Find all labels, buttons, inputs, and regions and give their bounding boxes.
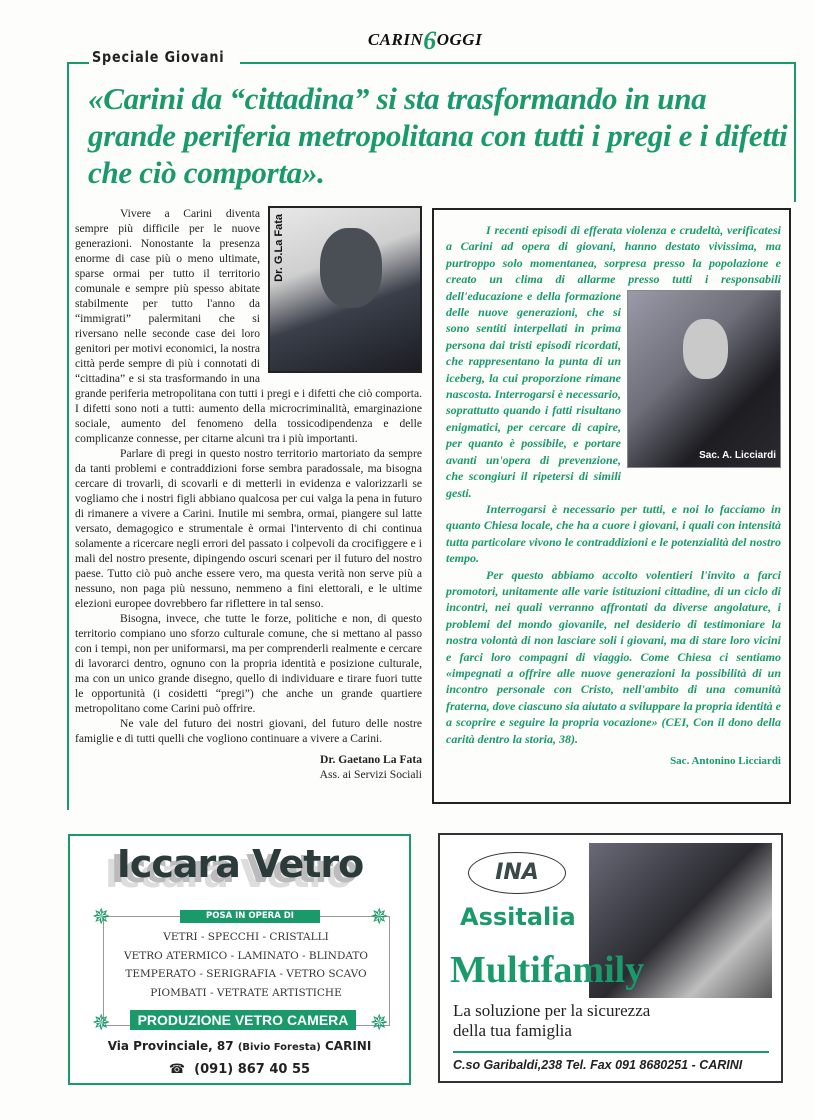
author-photo	[627, 290, 781, 468]
divider	[453, 1051, 769, 1053]
ad-ina-assitalia[interactable]	[438, 833, 783, 1083]
pinwheel-icon: ✵	[370, 1010, 389, 1035]
pinwheel-icon: ✵	[92, 904, 111, 929]
magazine-logo	[360, 22, 490, 55]
ad-address	[70, 1039, 409, 1053]
service-line: VETRO ATERMICO - LAMINATO - BLINDATO	[124, 949, 368, 962]
author-photo	[268, 206, 422, 373]
ad-brand: Assitalia	[460, 903, 576, 931]
service-line: VETRI - SPECCHI - CRISTALLI	[163, 931, 329, 943]
ad-iccara-vetro[interactable]	[68, 834, 411, 1085]
service-line: TEMPERATO - SERIGRAFIA - VETRO SCAVO	[125, 968, 367, 980]
paragraph: Ne vale del futuro dei nostri giovani, del futuro delle nostre famiglie e di tutti quelli che vogliono continuare a vivere a Carini.	[75, 717, 422, 745]
photo-caption: Dr. G.La Fata	[273, 214, 285, 282]
section-label: Speciale Giovani	[92, 48, 225, 66]
frame-line	[67, 62, 89, 64]
ad-banner: POSA IN OPERA DI	[180, 910, 320, 923]
headline: «Carini da “cittadina” si sta trasformando in una grande periferia metropolitana con tutti i pregi e i difetti che ciò comporta».	[88, 81, 788, 190]
telephone-icon: ☎	[168, 1062, 186, 1077]
paragraph: Interrogarsi è necessario per tutti, e noi lo facciamo in quanto Chiesa locale, che ha a cuore i giovani, i quali con intensità tutta particolare vivono le contraddizioni e le potenzialità del nostro tempo.	[446, 501, 781, 566]
service-line: PIOMBATI - VETRATE ARTISTICHE	[150, 986, 342, 999]
photo-caption: Sac. A. Licciardi	[699, 449, 776, 461]
pinwheel-icon: ✵	[370, 904, 389, 929]
address-note: (Bivio Foresta)	[237, 1042, 321, 1053]
address-city: CARINI	[324, 1039, 372, 1053]
ad-address: C.so Garibaldi,238 Tel. Fax 091 8680251 - CARINI	[453, 1058, 743, 1072]
portrait	[683, 319, 728, 379]
paragraph: Bisogna, invece, che tutte le forze, politiche e non, di questo territorio compiano uno sforzo culturale comune, che si mettano al passo con i tempi, non per uniformarsi, ma per comprenderli realmente e cercare di lavorarci dentro, ognuno con la propria identità e posizione culturale, ma con un unico grande disegno, quello di individuare e tirare fuori tutte le opportunità (i cosidetti “pregi”) che anche un grande quartiere metropolitano come Carini può offrire.	[75, 612, 422, 715]
frame-line	[240, 62, 796, 64]
paragraph: Per questo abbiamo accolto volentieri l'invito a farci promotori, unitamente alle varie istituzioni cittadine, di un ciclo di incontri, nei quali verranno affrontati da diverse angolature, i problemi del mondo giovanile, nel desiderio di testimoniare la nostra volontà di non lasciare soli i giovani, ma di stare loro vicini e farci loro compagni di viaggio. Come Chiesa ci sentiamo «impegnati a offrire alle nuove generazioni la possibilità di un incontro personale con Cristo, nell'ambito di una comunità fraterna, dove ciascuno sia aiutato a sviluppare la propria identità e a scoprire e seguire la propria vocazione» (CEI, Con il dono della carità dentro la storia, 38).	[446, 567, 782, 746]
right-article	[432, 208, 791, 804]
ad-brand: Iccara Vetro	[116, 842, 364, 886]
services-list	[106, 928, 386, 1002]
address-street: Via Provinciale, 87	[107, 1039, 234, 1053]
paragraph: Parlare di pregi in questo nostro territorio martoriato da sempre da tanti problemi e contraddizioni forse sembra paradossale, ma bisogna cercare di trovarli, di scovarli e di metterli in evidenza e valorizzarli se vogliamo che i nostri figli abbiano qualcosa per cui valga la pena in futuro di rimanere a vivere a Carini. Inutile mi sembra, ormai, piangere sul latte versato, demagogico e strumentale è ormai l'intervento di chi continua solamente a ricercare negli errori del passato i colpevoli da crocifiggere e i mali del nostro presente, dipingendo oscuri scenari per il futuro del nostro paese. Tutto ciò può anche essere vero, ma questa verità non serve più a nessuno, non paga più nessuno, nemmeno a fini elettorali, e le ultime elezioni europee dovrebbero far riflettere in tal senso.	[75, 447, 422, 610]
author-name: Dr. Gaetano La Fata	[320, 753, 422, 766]
logo-text: CARIN	[367, 30, 424, 49]
left-article	[75, 206, 422, 782]
tagline-line: La soluzione per la sicurezza	[453, 1001, 651, 1020]
product-name: Multifamily	[450, 949, 645, 991]
ad-phone	[70, 1062, 409, 1077]
pinwheel-icon: ✵	[92, 1010, 111, 1035]
logo-number: 6	[423, 26, 437, 55]
production-banner: PRODUZIONE VETRO CAMERA	[130, 1010, 356, 1030]
frame-line	[67, 62, 69, 810]
author-role: Ass. ai Servizi Sociali	[319, 768, 422, 781]
portrait	[320, 228, 382, 308]
paragraph: Vivere a Carini diventa sempre più difficile per le nuove generazioni. Nonostante la presenza enorme di case più o meno ultimate, sparse ormai per tutto il territorio comunale e sempre più spesso abitate stabilmente per tutto l'anno da “immigrati” palermitani che si riversano nelle seconde case dei loro genitori per motivi economici, la nostra città perde sempre di più i connotati di “cittadina” e si sta trasformando in una grande periferia metropolitana con tutti i pregi e i difetti che ciò comporta. I difetti sono noti a tutti: aumento della microcriminalità, emarginazione sociale, aumento del fenomeno della tossicodipendenza e delle complicanze connesse, per citarne alcuni tra i più importanti.	[75, 207, 422, 445]
author-name: Sac. Antonino Licciardi	[670, 755, 781, 767]
logo-text: OGGI	[436, 30, 483, 49]
phone-number: (091) 867 40 55	[194, 1062, 311, 1077]
paragraph: I recenti episodi di efferata violenza e crudeltà, verificatesi a Carini ad opera di giovani, hanno destato vivissima, ma purtroppo solo momentanea, sorpresa presso la popolazione e creato un clima di allarme presso tutti i responsabili dell'educazione e della formazione delle nuove generazioni, che si sono sentiti interpellati in prima persona dai tristi episodi ricordati, che rappresentano la punta di un iceberg, la cui proporzione rimane nascosta. Interrogarsi è necessario, soprattutto quando i fatti risultano enigmatici, per cercare di capire, per quanto è possibile, e portare avanti un'opera di prevenzione, che scongiuri il ripetersi di simili gesti.	[446, 223, 781, 500]
ina-logo: INA	[468, 852, 566, 894]
tagline-line: della tua famiglia	[453, 1021, 572, 1040]
ad-tagline	[453, 1001, 650, 1041]
